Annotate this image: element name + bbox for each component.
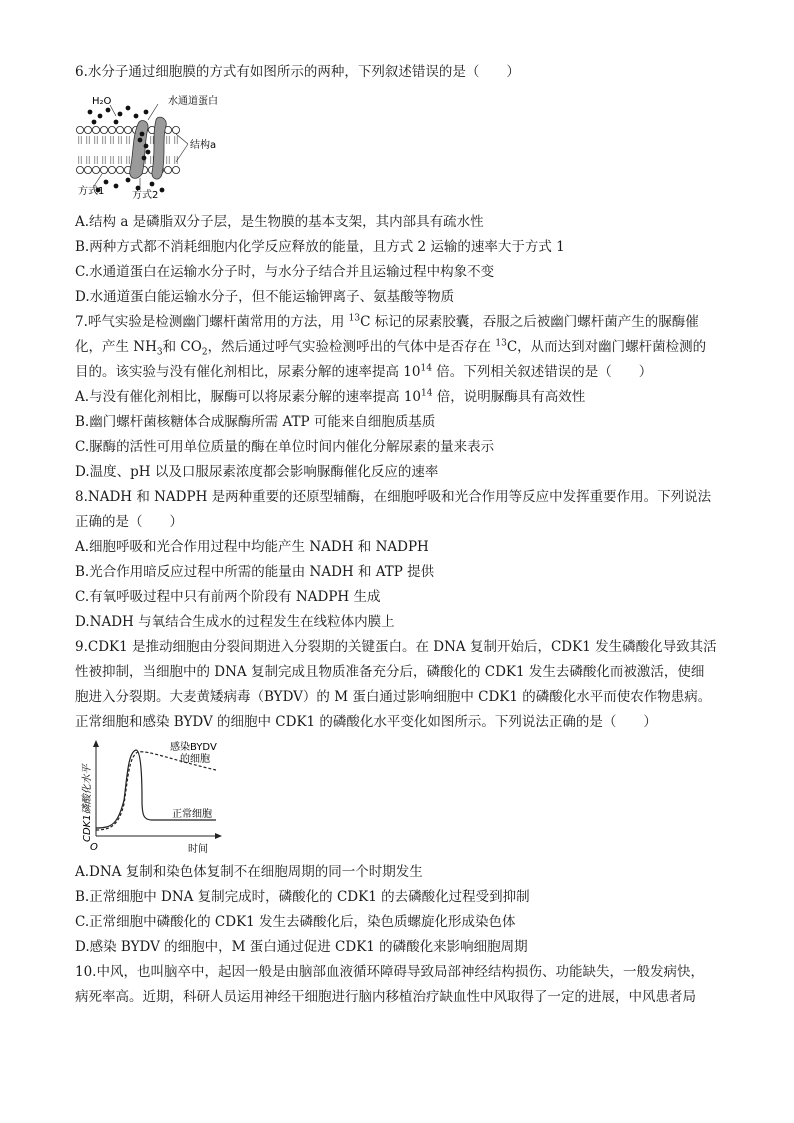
phospholipid-head bbox=[100, 166, 107, 173]
label-mode1: 方式1 bbox=[78, 186, 105, 197]
phospholipid-head bbox=[76, 126, 83, 133]
q9-stem-line3: 胞进入分裂期。大麦黄矮病毒（BYDV）的 M 蛋白通过影响细胞中 CDK1 的磷酸化水平而使农作物患病。 bbox=[75, 689, 712, 705]
q7-stem-line1: 7.呼气实验是检测幽门螺杆菌常用的方法，用 $^{13}$C 标记的尿素胶囊，吞服之后被幽门螺杆菌产生的脲酶催 bbox=[75, 313, 699, 330]
q6-stem: 6.水分子通过细胞膜的方式有如图所示的两种，下列叙述错误的是（ ） bbox=[75, 64, 520, 80]
q10-stem-line2: 病死率高。近期，科研人员运用神经干细胞进行脑内移植治疗缺血性中风取得了一定的进展，中风患者局 bbox=[75, 989, 696, 1005]
y-axis-arrow bbox=[93, 740, 99, 747]
water-molecule bbox=[92, 120, 97, 125]
q6-option-d: D.水通道蛋白能运输水分子，但不能运输钾离子、氨基酸等物质 bbox=[75, 289, 455, 305]
q8-option-a: A.细胞呼吸和光合作用过程中均能产生 NADH 和 NADPH bbox=[75, 539, 429, 555]
q7-stem-line2: 化，产生 $NH_3$和 $CO_2$，然后通过呼气实验检测呼出的气体中是否存在 $^{13}$C，从而达到对幽门螺杆菌检测的 bbox=[75, 338, 707, 358]
q8-stem-line2: 正确的是（ ） bbox=[75, 514, 183, 530]
water-molecule bbox=[126, 106, 131, 111]
water-molecules bbox=[88, 106, 165, 193]
q7-option-a: A.与没有催化剂相比，脲酶可以将尿素分解的速率提高 $10^{14}$ 倍，说明脲酶具有高效性 bbox=[75, 388, 586, 405]
water-molecule bbox=[88, 110, 93, 115]
q10-stem-line1: 10.中风，也叫脑卒中，起因一般是由脑部血液循环障碍导致局部神经结构损伤、功能缺失，一般发病快， bbox=[75, 964, 704, 980]
phospholipid-head bbox=[84, 166, 91, 173]
phospholipid-head bbox=[100, 126, 107, 133]
phospholipid-head bbox=[172, 166, 179, 173]
q6-option-c: C.水通道蛋白在运输水分子时，与水分子结合并且运输过程中构象不变 bbox=[75, 264, 495, 280]
water-molecule bbox=[126, 178, 131, 183]
q6-option-a: A.结构 a 是磷脂双分子层，是生物膜的基本支架，其内部具有疏水性 bbox=[75, 214, 484, 230]
x-axis-label: 时间 bbox=[188, 844, 208, 855]
q7-option-b: B.幽门螺杆菌核糖体合成脲酶所需 ATP 可能来自细胞质基质 bbox=[75, 414, 436, 430]
water-molecule bbox=[104, 180, 109, 185]
x-axis-arrow bbox=[215, 833, 222, 839]
q9-stem-line1: 9.CDK1 是推动细胞由分裂间期进入分裂期的关键蛋白。在 DNA 复制开始后，CDK1 发生磷酸化导致其活 bbox=[75, 639, 717, 655]
phospholipid-head bbox=[108, 166, 115, 173]
label-water: H₂O bbox=[92, 96, 112, 107]
water-molecule bbox=[142, 156, 147, 161]
q9-stem-line2: 性被抑制，当细胞中的 DNA 复制完成且物质准备充分后，磷酸化的 CDK1 发生去磷酸化而被激活，使细 bbox=[75, 664, 705, 680]
water-molecule bbox=[118, 112, 123, 117]
q8-option-d: D.NADH 与氧结合生成水的过程发生在线粒体内膜上 bbox=[75, 614, 395, 630]
water-molecule bbox=[150, 182, 155, 187]
water-molecule bbox=[98, 114, 103, 119]
phospholipid-head bbox=[76, 166, 83, 173]
q8-option-c: C.有氧呼吸过程中只有前两个阶段有 NADPH 生成 bbox=[75, 589, 381, 605]
infected-label-line2: 的细胞 bbox=[180, 754, 210, 765]
water-molecule bbox=[114, 120, 119, 125]
q9-stem-line4: 正常细胞和感染 BYDV 的细胞中 CDK1 的磷酸化水平变化如图所示。下列说法正确的是（ ） bbox=[75, 714, 657, 730]
water-molecule bbox=[106, 108, 111, 113]
y-axis-label: CDK1磷酸化水平 bbox=[82, 764, 93, 842]
q8-option-b: B.光合作用暗反应过程中所需的能量由 NADH 和 ATP 提供 bbox=[75, 564, 435, 580]
label-aquaporin: 水通道蛋白 bbox=[168, 96, 218, 107]
origin-label: O bbox=[90, 842, 98, 853]
water-molecule bbox=[140, 132, 145, 137]
cdk1-graph bbox=[76, 738, 246, 856]
q9-option-d: D.感染 BYDV 的细胞中，M 蛋白通过促进 CDK1 的磷酸化来影响细胞周期 bbox=[75, 939, 528, 955]
normal-label: 正常细胞 bbox=[172, 809, 212, 820]
q6-option-b: B.两种方式都不消耗细胞内化学反应释放的能量，且方式 2 运输的速率大于方式 1 bbox=[75, 239, 565, 255]
q9-option-c: C.正常细胞中磷酸化的 CDK1 发生去磷酸化后，染色质螺旋化形成染色体 bbox=[75, 914, 516, 930]
water-molecule bbox=[160, 188, 165, 193]
phospholipid-head bbox=[84, 126, 91, 133]
phospholipid-head bbox=[108, 126, 115, 133]
water-molecule bbox=[134, 114, 139, 119]
phospholipid-head bbox=[92, 126, 99, 133]
q8-stem-line1: 8.NADH 和 NADPH 是两种重要的还原型辅酶，在细胞呼吸和光合作用等反应中发挥重要作用。下列说法 bbox=[75, 489, 712, 505]
phospholipid-head bbox=[124, 126, 131, 133]
water-molecule bbox=[138, 138, 143, 143]
q9-option-a: A.DNA 复制和染色体复制不在细胞周期的同一个时期发生 bbox=[75, 864, 423, 880]
label-mode2: 方式2 bbox=[132, 190, 159, 200]
phospholipid-head bbox=[172, 126, 179, 133]
membrane-figure bbox=[76, 90, 236, 200]
infected-label-line1: 感染BYDV bbox=[170, 742, 217, 753]
phospholipid-head bbox=[92, 166, 99, 173]
q7-option-c: C.脲酶的活性可用单位质量的酶在单位时间内催化分解尿素的量来表示 bbox=[75, 439, 495, 455]
water-molecule bbox=[144, 144, 149, 149]
phospholipid-head bbox=[116, 126, 123, 133]
water-molecule bbox=[114, 184, 119, 189]
water-molecule bbox=[144, 110, 149, 115]
water-molecule bbox=[146, 150, 151, 155]
phospholipid-head bbox=[164, 166, 171, 173]
q7-stem-line3: 目的。该实验与没有催化剂相比，尿素分解的速率提高 $10^{14}$ 倍。下列相关叙述错误的是（ ） bbox=[75, 363, 653, 380]
q9-option-b: B.正常细胞中 DNA 复制完成时，磷酸化的 CDK1 的去磷酸化过程受到抑制 bbox=[75, 889, 530, 905]
phospholipid-head bbox=[116, 166, 123, 173]
q7-option-d: D.温度、pH 以及口服尿素浓度都会影响脲酶催化反应的速率 bbox=[75, 464, 439, 480]
label-structure-a: 结构a bbox=[190, 140, 217, 151]
